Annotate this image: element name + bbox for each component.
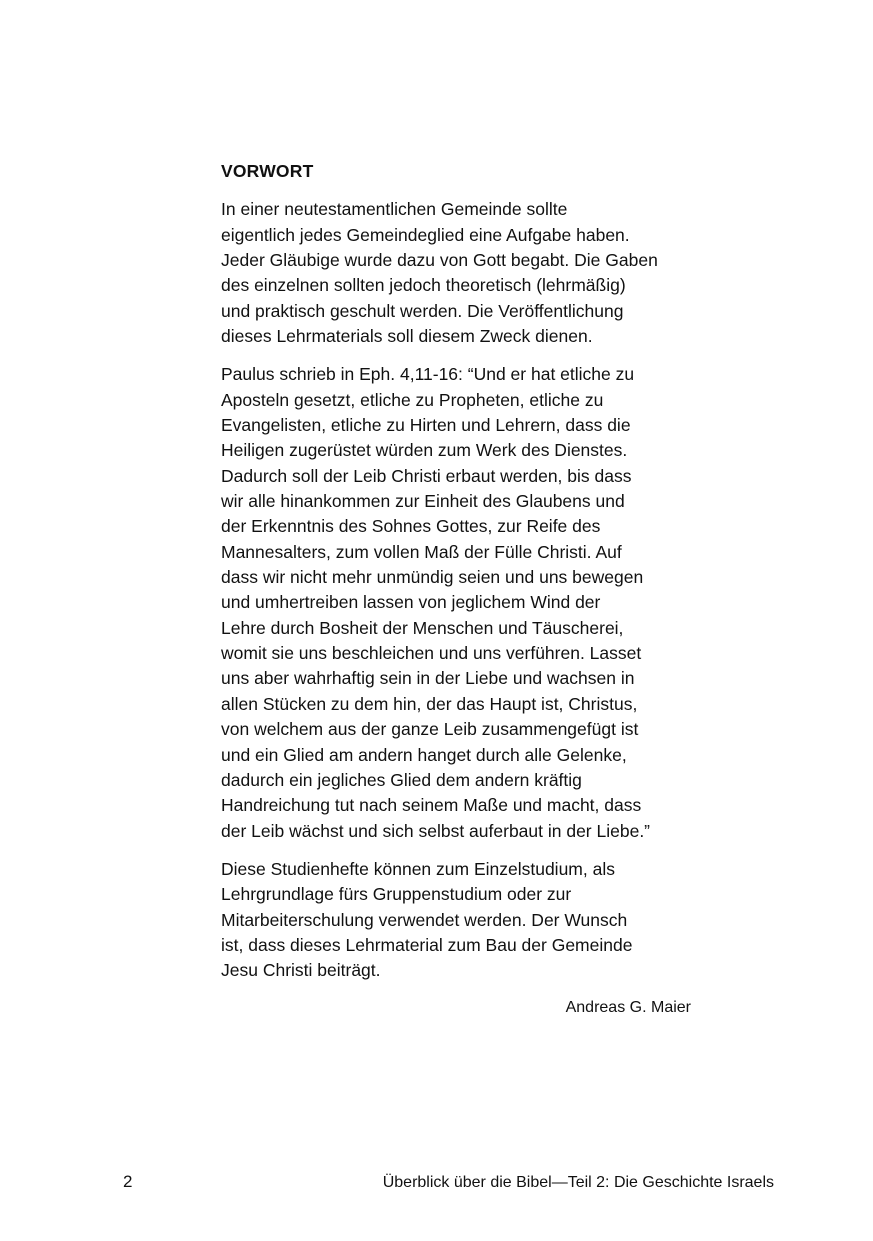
text-line: ist, dass dieses Lehrmaterial zum Bau der Gemeinde bbox=[221, 934, 633, 955]
text-line: Lehrgrundlage fürs Gruppenstudium oder zur bbox=[221, 884, 572, 905]
paragraph-intro bbox=[221, 197, 693, 349]
text-line: von welchem aus der ganze Leib zusammengefügt ist bbox=[221, 719, 639, 740]
page-number: 2 bbox=[123, 1172, 133, 1191]
text-line: Dadurch soll der Leib Christi erbaut werden, bis dass bbox=[221, 465, 632, 486]
text-line: uns aber wahrhaftig sein in der Liebe und wachsen in bbox=[221, 668, 635, 689]
text-line: Aposteln gesetzt, etliche zu Propheten, etliche zu bbox=[221, 389, 604, 410]
paragraph-purpose bbox=[221, 857, 693, 984]
text-line: In einer neutestamentlichen Gemeinde sollte bbox=[221, 199, 568, 220]
text-line: der Erkenntnis des Sohnes Gottes, zur Reife des bbox=[221, 516, 601, 537]
text-line: womit sie uns beschleichen und uns verführen. Lasset bbox=[221, 643, 642, 664]
text-line: eigentlich jedes Gemeindeglied eine Aufgabe haben. bbox=[221, 224, 630, 245]
text-line: dieses Lehrmaterials soll diesem Zweck dienen. bbox=[221, 326, 593, 347]
text-line: dass wir nicht mehr unmündig seien und uns bewegen bbox=[221, 567, 644, 588]
text-line: des einzelnen sollten jedoch theoretisch (lehrmäßig) bbox=[221, 275, 626, 296]
text-line: Diese Studienhefte können zum Einzelstudium, als bbox=[221, 858, 615, 879]
text-line: Handreichung tut nach seinem Maße und macht, dass bbox=[221, 795, 642, 816]
text-line: der Leib wächst und sich selbst auferbaut in der Liebe.” bbox=[221, 820, 651, 841]
text-line: Jeder Gläubige wurde dazu von Gott begabt. Die Gaben bbox=[221, 249, 658, 270]
text-line: Evangelisten, etliche zu Hirten und Lehrern, dass die bbox=[221, 415, 631, 436]
paragraph-scripture-quote bbox=[221, 362, 693, 844]
text-line: Paulus schrieb in Eph. 4,11-16: “Und er hat etliche zu bbox=[221, 364, 635, 385]
text-line: wir alle hinankommen zur Einheit des Glaubens und bbox=[221, 491, 625, 512]
text-line: Lehre durch Bosheit der Menschen und Täuscherei, bbox=[221, 617, 624, 638]
section-heading: VORWORT bbox=[221, 161, 314, 181]
text-line: und umhertreiben lassen von jeglichem Wind der bbox=[221, 592, 601, 613]
author-signature: Andreas G. Maier bbox=[565, 998, 691, 1016]
running-footer-title: Überblick über die Bibel—Teil 2: Die Geschichte Israels bbox=[382, 1174, 774, 1191]
text-line: und ein Glied am andern hanget durch alle Gelenke, bbox=[221, 744, 627, 765]
text-line: allen Stücken zu dem hin, der das Haupt ist, Christus, bbox=[221, 693, 638, 714]
text-line: Jesu Christi beiträgt. bbox=[221, 960, 381, 981]
text-line: Mitarbeiterschulung verwendet werden. Der Wunsch bbox=[221, 909, 628, 930]
text-line: dadurch ein jegliches Glied dem andern kräftig bbox=[221, 769, 582, 790]
text-line: Mannesalters, zum vollen Maß der Fülle Christi. Auf bbox=[221, 541, 622, 562]
text-line: Heiligen zugerüstet würden zum Werk des Dienstes. bbox=[221, 440, 628, 461]
text-line: und praktisch geschult werden. Die Veröffentlichung bbox=[221, 300, 624, 321]
preface-section bbox=[221, 159, 693, 1019]
